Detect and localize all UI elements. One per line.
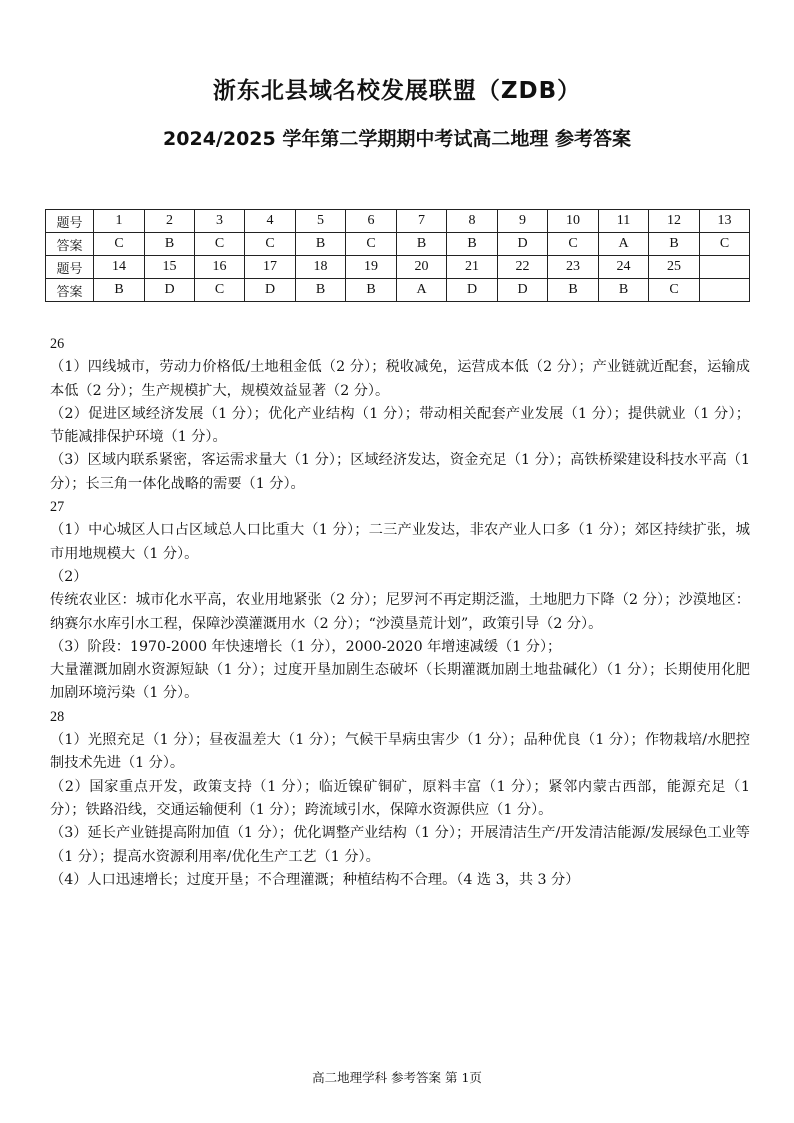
- question-number-cell: 14: [94, 256, 145, 279]
- question-number: 26: [50, 336, 65, 352]
- answer-table-row: [46, 210, 750, 233]
- answer-line: （1）四线城市，劳动力价格低/土地租金低（2 分）；税收减免，运营成本低（2 分）；产业链就近配套，运输成本低（2 分）；生产规模扩大，规模效益显著（2 分）。: [50, 359, 750, 399]
- answer-cell: B: [346, 279, 397, 302]
- question-number-cell: 17: [245, 256, 296, 279]
- answer-cell: B: [296, 279, 346, 302]
- answer-cell: D: [498, 233, 548, 256]
- question-number-cell: 6: [346, 210, 397, 233]
- question-number-cell: [700, 256, 750, 279]
- answer-cell: A: [599, 233, 649, 256]
- answer-cell: B: [447, 233, 498, 256]
- question-number: 28: [50, 708, 65, 725]
- answer-line: （2）: [50, 568, 88, 585]
- answer-cell: [700, 279, 750, 302]
- question-number-cell: 4: [245, 210, 296, 233]
- answer-cell: B: [599, 279, 649, 302]
- answer-table-row: [46, 279, 750, 302]
- answer-line: （3）延长产业链提高附加值（1 分）；优化调整产业结构（1 分）；开展清洁生产/开发清洁能源/发展绿色工业等（1 分）；提高水资源利用率/优化生产工艺（1 分）。: [50, 825, 750, 865]
- answer-cell: B: [397, 233, 447, 256]
- question-number-cell: 18: [296, 256, 346, 279]
- page-footer: 高二地理学科 参考答案 第 1页: [312, 1070, 482, 1085]
- question-number-cell: 21: [447, 256, 498, 279]
- answer-line: （3）区域内联系紧密，客运需求量大（1 分）；区域经济发达，资金充足（1 分）；高铁桥梁建设科技水平高（1 分）；长三角一体化战略的需要（1 分）。: [50, 452, 750, 492]
- answer-cell: B: [548, 279, 599, 302]
- answer-cell: C: [195, 279, 245, 302]
- answer-table: [45, 209, 750, 302]
- answer-cell: D: [447, 279, 498, 302]
- answer-cell: C: [649, 279, 700, 302]
- question-number-cell: 23: [548, 256, 599, 279]
- question-number-cell: 13: [700, 210, 750, 233]
- answer-cell: C: [548, 233, 599, 256]
- question-number-cell: 11: [599, 210, 649, 233]
- question-number-cell: 8: [447, 210, 498, 233]
- answer-table-row: [46, 233, 750, 256]
- answer-line: 大量灌溉加剧水资源短缺（1 分）；过度开垦加剧生态破坏（长期灌溉加剧土地盐碱化）（1 分）；长期使用化肥加剧环境污染（1 分）。: [50, 662, 750, 702]
- answer-table-row: [46, 256, 750, 279]
- answer-line: 传统农业区：城市化水平高，农业用地紧张（2 分）；尼罗河不再定期泛滥，土地肥力下降（2 分）；沙漠地区：纳赛尔水库引水工程，保障沙漠灌溉用水（2 分）；“沙漠垦荒计划”，政策引导（2 分）。: [50, 592, 750, 632]
- question-number-cell: 2: [145, 210, 195, 233]
- row-label: 答案: [46, 279, 94, 302]
- question-number-cell: 19: [346, 256, 397, 279]
- answer-line: （1）光照充足（1 分）；昼夜温差大（1 分）；气候干旱病虫害少（1 分）；品种优良（1 分）；作物栽培/水肥控制技术先进（1 分）。: [50, 732, 750, 772]
- answer-cell: C: [700, 233, 750, 256]
- question-number-cell: 25: [649, 256, 700, 279]
- answer-cell: A: [397, 279, 447, 302]
- answer-cell: C: [346, 233, 397, 256]
- question-number-cell: 24: [599, 256, 649, 279]
- answer-line: （3）阶段：1970-2000 年快速增长（1 分），2000-2020 年增速减缓（1 分）；: [50, 638, 562, 655]
- answer-cell: B: [145, 233, 195, 256]
- document-title: 浙东北县域名校发展联盟（ZDB）: [212, 78, 582, 104]
- question-number-cell: 15: [145, 256, 195, 279]
- answer-body: [50, 333, 750, 892]
- question-number-cell: 7: [397, 210, 447, 233]
- answer-cell: D: [498, 279, 548, 302]
- answer-line: （1）中心城区人口占区域总人口比重大（1 分）；二三产业发达，非农产业人口多（1 分）；郊区持续扩张，城市用地规模大（1 分）。: [50, 522, 750, 562]
- answer-cell: D: [245, 279, 296, 302]
- document-subtitle: 2024/2025 学年第二学期期中考试高二地理 参考答案: [163, 128, 631, 150]
- row-label: 题号: [46, 210, 94, 233]
- question-number-cell: 9: [498, 210, 548, 233]
- answer-cell: B: [94, 279, 145, 302]
- question-number-cell: 5: [296, 210, 346, 233]
- answer-line: （4）人口迅速增长；过度开垦；不合理灌溉；种植结构不合理。（4 选 3，共 3 分）: [50, 871, 580, 888]
- answer-cell: C: [94, 233, 145, 256]
- answer-cell: B: [649, 233, 700, 256]
- answer-cell: D: [145, 279, 195, 302]
- question-number-cell: 16: [195, 256, 245, 279]
- answer-cell: C: [245, 233, 296, 256]
- question-number-cell: 22: [498, 256, 548, 279]
- row-label: 答案: [46, 233, 94, 256]
- answer-line: （2）促进区域经济发展（1 分）；优化产业结构（1 分）；带动相关配套产业发展（1 分）；提供就业（1 分）；节能减排保护环境（1 分）。: [50, 405, 750, 446]
- question-number: 27: [50, 499, 65, 516]
- question-number-cell: 1: [94, 210, 145, 233]
- question-number-cell: 20: [397, 256, 447, 279]
- question-number-cell: 3: [195, 210, 245, 233]
- question-number-cell: 10: [548, 210, 599, 233]
- answer-cell: B: [296, 233, 346, 256]
- row-label: 题号: [46, 256, 94, 279]
- question-number-cell: 12: [649, 210, 700, 233]
- answer-line: （2）国家重点开发，政策支持（1 分）；临近镍矿铜矿，原料丰富（1 分）；紧邻内蒙古西部，能源充足（1 分）；铁路沿线，交通运输便利（1 分）；跨流域引水，保障水资源供应（1 分）。: [50, 778, 750, 818]
- answer-cell: C: [195, 233, 245, 256]
